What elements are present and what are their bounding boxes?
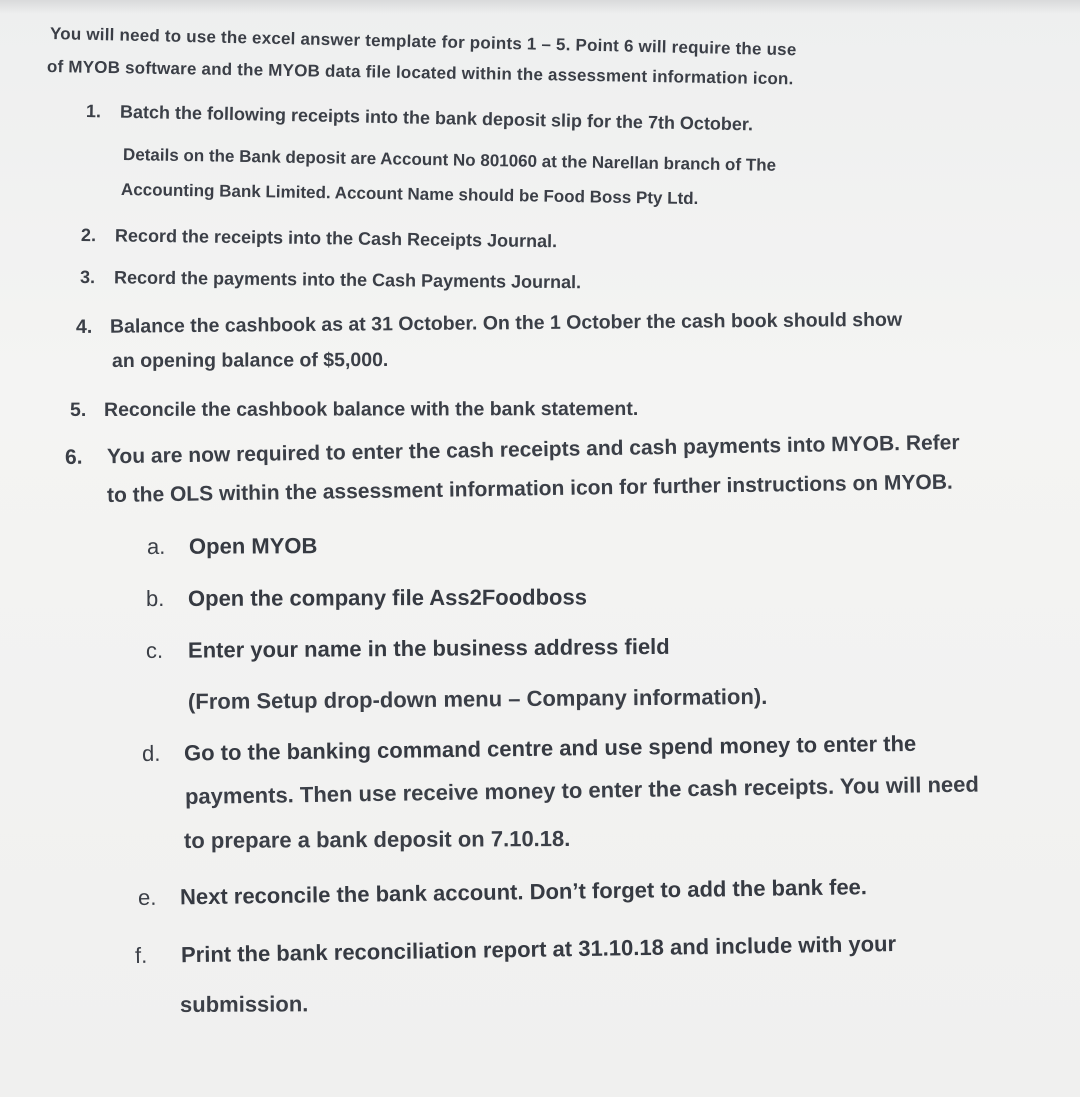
intro-line-2: of MYOB software and the MYOB data file located within the assessment information icon. [46, 57, 794, 89]
sub-item-letter: d. [141, 740, 161, 766]
item-number: 3. [79, 267, 96, 288]
item-text: Record the payments into the Cash Payments Journal. [113, 267, 582, 293]
item-1-detail-line-1: Details on the Bank deposit are Account No 801060 at the Narellan branch of The [122, 145, 777, 175]
sub-item-e [138, 874, 867, 911]
page-top-edge [0, 0, 1080, 14]
list-item-6 [65, 431, 960, 470]
intro-line-1: You will need to use the excel answer template for points 1 – 5. Point 6 will require the use [49, 24, 797, 60]
item-text: Balance the cashbook as at 31 October. On the 1 October the cash book should show [109, 308, 903, 338]
sub-item-c [146, 634, 670, 664]
item-text: Record the receipts into the Cash Receipts Journal. [114, 225, 558, 252]
sub-item-text: Next reconcile the bank account. Don’t forget to add the bank fee. [179, 874, 868, 910]
list-item-2 [81, 225, 557, 252]
sub-item-d [142, 731, 917, 767]
item-1-detail-line-2: Accounting Bank Limited. Account Name should be Food Boss Pty Ltd. [120, 180, 699, 209]
list-item-4 [76, 309, 902, 339]
sub-item-f [135, 931, 896, 969]
sub-item-letter: b. [145, 585, 165, 611]
sub-item-f-continued: submission. [179, 991, 309, 1017]
item-number: 2. [80, 225, 97, 246]
list-item-4-continued: an opening balance of $5,000. [111, 349, 389, 372]
sub-item-text: Open the company file Ass2Foodboss [187, 584, 587, 611]
item-text: Reconcile the cashbook balance with the bank statement. [103, 398, 639, 421]
item-number: 5. [69, 398, 87, 421]
sub-item-text: Print the bank reconciliation report at 31.10.18 and include with your [180, 931, 897, 968]
sub-item-c-continued: (From Setup drop-down menu – Company information). [187, 683, 768, 714]
item-text: Batch the following receipts into the bank deposit slip for the 7th October. [119, 101, 754, 135]
sub-item-letter: e. [137, 884, 157, 910]
sub-item-letter: c. [145, 637, 164, 663]
item-number: 4. [75, 315, 93, 338]
sub-item-letter: a. [146, 533, 166, 559]
list-item-5 [70, 398, 638, 422]
sub-item-text: Go to the banking command centre and use spend money to enter the [183, 730, 917, 766]
sub-item-text: Open MYOB [188, 533, 318, 559]
sub-item-d-continued-1: payments. Then use receive money to enter the cash receipts. You will need [184, 771, 979, 809]
list-item-1 [86, 101, 753, 135]
sub-item-letter: f. [134, 942, 148, 968]
item-number: 6. [64, 445, 83, 469]
sub-item-d-continued-2: to prepare a bank deposit on 7.10.18. [183, 825, 571, 853]
list-item-6-continued: to the OLS within the assessment information icon for further instructions on MYOB. [106, 470, 953, 507]
sub-item-text: Enter your name in the business address field [187, 633, 670, 663]
sub-item-b [146, 584, 587, 612]
item-text: You are now required to enter the cash receipts and cash payments into MYOB. Refer [106, 431, 960, 469]
list-item-3 [80, 267, 581, 293]
sub-item-a [147, 533, 317, 560]
item-number: 1. [85, 101, 102, 122]
